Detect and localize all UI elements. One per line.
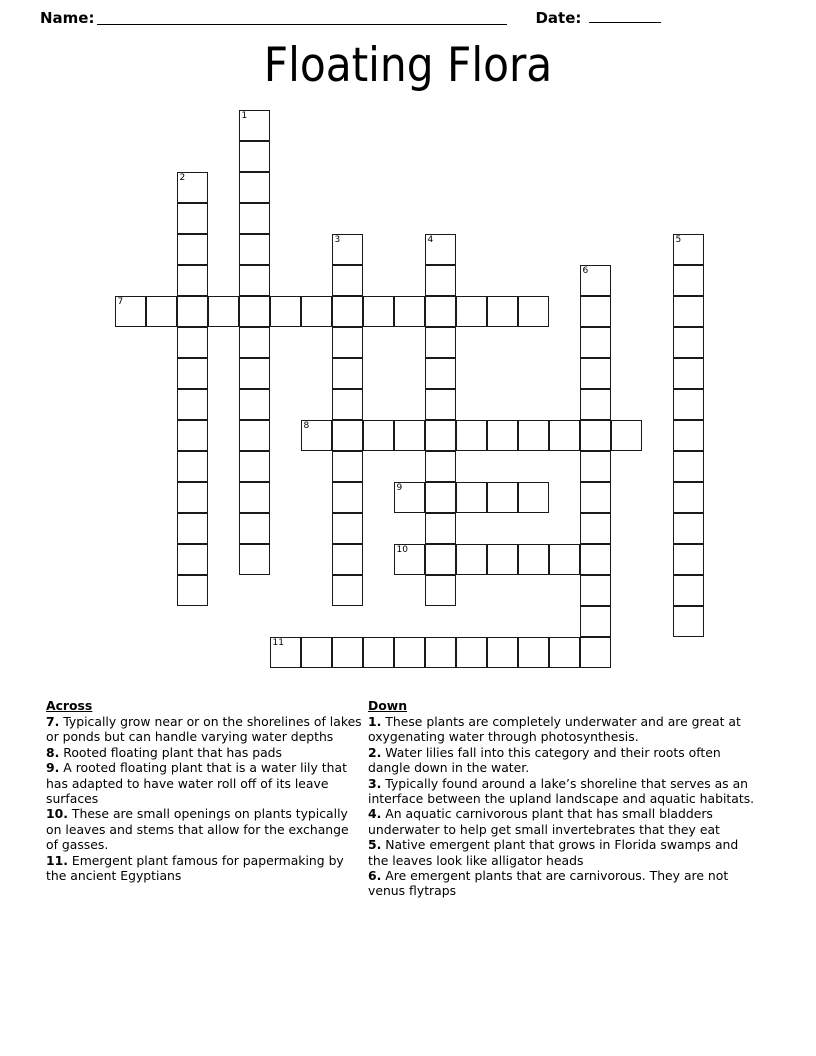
cell-number-5: 5	[675, 235, 682, 245]
page-title: Floating Flora	[263, 38, 553, 93]
cell-number-1: 1	[241, 111, 248, 121]
across-clues-column	[0, 698, 368, 883]
crossword-cell[interactable]	[580, 482, 611, 513]
cell-number-3: 3	[334, 235, 341, 245]
crossword-cell[interactable]	[673, 544, 704, 575]
crossword-cell[interactable]	[177, 296, 208, 327]
crossword-cell[interactable]	[239, 110, 270, 141]
crossword-cell[interactable]	[456, 544, 487, 575]
crossword-cell[interactable]	[487, 482, 518, 513]
crossword-cell[interactable]	[673, 513, 704, 544]
crossword-cell[interactable]	[177, 389, 208, 420]
crossword-cell[interactable]	[239, 141, 270, 172]
down-clues-column	[368, 698, 768, 899]
clues-section	[0, 698, 816, 899]
clue-number: 6.	[368, 868, 382, 884]
crossword-cell[interactable]	[239, 234, 270, 265]
date-label: Date:	[535, 9, 582, 27]
crossword-cell[interactable]	[177, 234, 208, 265]
crossword-cell[interactable]	[580, 296, 611, 327]
crossword-cell[interactable]	[177, 203, 208, 234]
crossword-cell[interactable]	[239, 327, 270, 358]
crossword-cell[interactable]	[332, 296, 363, 327]
cell-number-4: 4	[427, 235, 434, 245]
crossword-cell[interactable]	[487, 296, 518, 327]
crossword-cell[interactable]	[673, 265, 704, 296]
crossword-cell[interactable]	[239, 544, 270, 575]
clue-number: 2.	[368, 744, 382, 760]
name-label: Name:	[40, 9, 95, 27]
cell-number-6: 6	[582, 266, 589, 276]
crossword-cell[interactable]	[239, 513, 270, 544]
crossword-cell[interactable]	[487, 544, 518, 575]
crossword-cell[interactable]	[239, 420, 270, 451]
crossword-cell[interactable]	[239, 358, 270, 389]
clue-number: 10.	[46, 806, 68, 822]
across-heading: Across	[46, 698, 93, 713]
crossword-cell[interactable]	[239, 389, 270, 420]
crossword-cell[interactable]	[332, 358, 363, 389]
across-clue-list	[46, 714, 362, 883]
crossword-cell[interactable]	[177, 544, 208, 575]
clue-text: Are emergent plants that are carnivorous. They are not venus flytraps	[368, 868, 729, 899]
crossword-cell[interactable]	[332, 327, 363, 358]
crossword-cell[interactable]	[363, 296, 394, 327]
crossword-cell[interactable]	[425, 296, 456, 327]
crossword-cell[interactable]	[425, 420, 456, 451]
crossword-cell[interactable]	[115, 296, 146, 327]
clue-number: 4.	[368, 806, 382, 822]
crossword-cell[interactable]	[394, 482, 425, 513]
crossword-cell[interactable]	[332, 234, 363, 265]
crossword-cell[interactable]	[301, 420, 332, 451]
crossword-cell[interactable]	[332, 637, 363, 668]
crossword-cell[interactable]	[332, 513, 363, 544]
crossword-cell[interactable]	[239, 296, 270, 327]
down-clue-3	[368, 776, 758, 807]
crossword-cell[interactable]	[177, 172, 208, 203]
crossword-cell[interactable]	[394, 420, 425, 451]
down-clue-6	[368, 868, 758, 899]
crossword-cell[interactable]	[580, 606, 611, 637]
clue-number: 1.	[368, 714, 382, 729]
crossword-cell[interactable]	[239, 482, 270, 513]
crossword-cell[interactable]	[673, 358, 704, 389]
crossword-cell[interactable]	[239, 203, 270, 234]
crossword-cell[interactable]	[394, 296, 425, 327]
down-clue-1	[368, 714, 758, 745]
crossword-cell[interactable]	[487, 420, 518, 451]
crossword-cell[interactable]	[425, 327, 456, 358]
crossword-cell[interactable]	[673, 606, 704, 637]
crossword-cell[interactable]	[580, 389, 611, 420]
crossword-cell[interactable]	[673, 234, 704, 265]
crossword-cell[interactable]	[239, 172, 270, 203]
crossword-cell[interactable]	[177, 358, 208, 389]
crossword-cell[interactable]	[549, 544, 580, 575]
crossword-cell[interactable]	[425, 358, 456, 389]
across-clue-11	[46, 853, 362, 884]
crossword-cell[interactable]	[580, 265, 611, 296]
crossword-cell[interactable]	[580, 451, 611, 482]
down-clue-list	[368, 714, 758, 899]
crossword-cell[interactable]	[580, 544, 611, 575]
crossword-cell[interactable]	[425, 234, 456, 265]
clue-number: 7.	[46, 714, 60, 729]
across-clue-7	[46, 714, 362, 745]
crossword-cell[interactable]	[673, 451, 704, 482]
crossword-cell[interactable]	[239, 265, 270, 296]
clue-text: Typically found around a lake’s shoreline that serves as an interface between the upland landscape and aquatic habitats.	[368, 775, 755, 807]
crossword-cell[interactable]	[394, 637, 425, 668]
across-clue-9	[46, 760, 362, 806]
crossword-cell[interactable]	[673, 420, 704, 451]
clue-text: Rooted floating plant that has pads	[59, 744, 282, 760]
crossword-cell[interactable]	[518, 296, 549, 327]
clue-number: 5.	[368, 837, 382, 853]
crossword-cell[interactable]	[177, 513, 208, 544]
crossword-cell[interactable]	[673, 389, 704, 420]
crossword-cell[interactable]	[332, 544, 363, 575]
crossword-cell[interactable]	[177, 451, 208, 482]
clue-number: 3.	[368, 775, 382, 791]
crossword-cell[interactable]	[332, 389, 363, 420]
crossword-cell[interactable]	[425, 575, 456, 606]
clue-text: These are small openings on plants typically on leaves and stems that allow for the exchange of gasses.	[46, 806, 349, 853]
cell-number-7: 7	[117, 297, 124, 307]
clue-number: 9.	[46, 760, 60, 776]
clue-text: Emergent plant famous for papermaking by the ancient Egyptians	[46, 852, 344, 884]
crossword-cell[interactable]	[177, 327, 208, 358]
crossword-cell[interactable]	[425, 513, 456, 544]
cell-number-10: 10	[396, 545, 408, 555]
crossword-cell[interactable]	[146, 296, 177, 327]
clue-text: Water lilies fall into this category and their roots often dangle down in the water.	[368, 744, 721, 776]
crossword-cell[interactable]	[673, 482, 704, 513]
clue-text: An aquatic carnivorous plant that has small bladders underwater to help get small invertebrates that they eat	[368, 806, 720, 837]
crossword-cell[interactable]	[332, 575, 363, 606]
crossword-cell[interactable]	[580, 513, 611, 544]
crossword-cell[interactable]	[611, 420, 642, 451]
crossword-cell[interactable]	[549, 637, 580, 668]
crossword-cell[interactable]	[673, 327, 704, 358]
crossword-cell[interactable]	[580, 575, 611, 606]
crossword-cell[interactable]	[456, 482, 487, 513]
crossword-cell[interactable]	[580, 420, 611, 451]
clue-number: 11.	[46, 852, 68, 868]
crossword-cell[interactable]	[425, 637, 456, 668]
crossword-cell[interactable]	[363, 637, 394, 668]
crossword-cell[interactable]	[270, 637, 301, 668]
cell-number-8: 8	[303, 421, 310, 431]
crossword-cell[interactable]	[487, 637, 518, 668]
crossword-cell[interactable]	[177, 575, 208, 606]
down-clue-2	[368, 745, 758, 776]
down-clue-5	[368, 837, 758, 868]
crossword-cell[interactable]	[456, 296, 487, 327]
clue-text: A rooted floating plant that is a water lily that has adapted to have water roll off of its leave surfaces	[46, 760, 347, 807]
crossword-cell[interactable]	[208, 296, 239, 327]
crossword-cell[interactable]	[425, 544, 456, 575]
crossword-cell[interactable]	[332, 420, 363, 451]
crossword-cell[interactable]	[332, 482, 363, 513]
crossword-cell[interactable]	[518, 544, 549, 575]
clue-number: 8.	[46, 744, 60, 760]
crossword-cell[interactable]	[518, 420, 549, 451]
crossword-cell[interactable]	[456, 637, 487, 668]
crossword-cell[interactable]	[270, 296, 301, 327]
crossword-cell[interactable]	[301, 296, 332, 327]
down-heading: Down	[368, 698, 408, 713]
crossword-cell[interactable]	[239, 451, 270, 482]
crossword-cell[interactable]	[549, 420, 580, 451]
crossword-cell[interactable]	[332, 451, 363, 482]
crossword-cell[interactable]	[394, 544, 425, 575]
crossword-cell[interactable]	[425, 265, 456, 296]
cell-number-11: 11	[272, 638, 284, 648]
crossword-cell[interactable]	[425, 451, 456, 482]
cell-number-9: 9	[396, 483, 403, 493]
crossword-cell[interactable]	[177, 420, 208, 451]
clue-text: Native emergent plant that grows in Florida swamps and the leaves look like alligator heads	[368, 837, 739, 868]
crossword-cell[interactable]	[580, 358, 611, 389]
crossword-cell[interactable]	[301, 637, 332, 668]
crossword-cell[interactable]	[580, 327, 611, 358]
crossword-cell[interactable]	[456, 420, 487, 451]
crossword-cell[interactable]	[518, 637, 549, 668]
across-clue-10	[46, 806, 362, 852]
cell-number-2: 2	[179, 173, 186, 183]
crossword-cell[interactable]	[177, 482, 208, 513]
clue-text: Typically grow near or on the shorelines of lakes or ponds but can handle varying water depths	[46, 714, 362, 745]
crossword-cell[interactable]	[673, 296, 704, 327]
across-clue-8	[46, 745, 362, 760]
crossword-cell[interactable]	[177, 265, 208, 296]
crossword-cell[interactable]	[363, 420, 394, 451]
crossword-cell[interactable]	[580, 637, 611, 668]
crossword-cell[interactable]	[425, 389, 456, 420]
crossword-cell[interactable]	[673, 575, 704, 606]
crossword-cell[interactable]	[332, 265, 363, 296]
crossword-cell[interactable]	[518, 482, 549, 513]
crossword-cell[interactable]	[425, 482, 456, 513]
clue-text: These plants are completely underwater and are great at oxygenating water through photosynthesis.	[368, 714, 741, 745]
down-clue-4	[368, 806, 758, 837]
